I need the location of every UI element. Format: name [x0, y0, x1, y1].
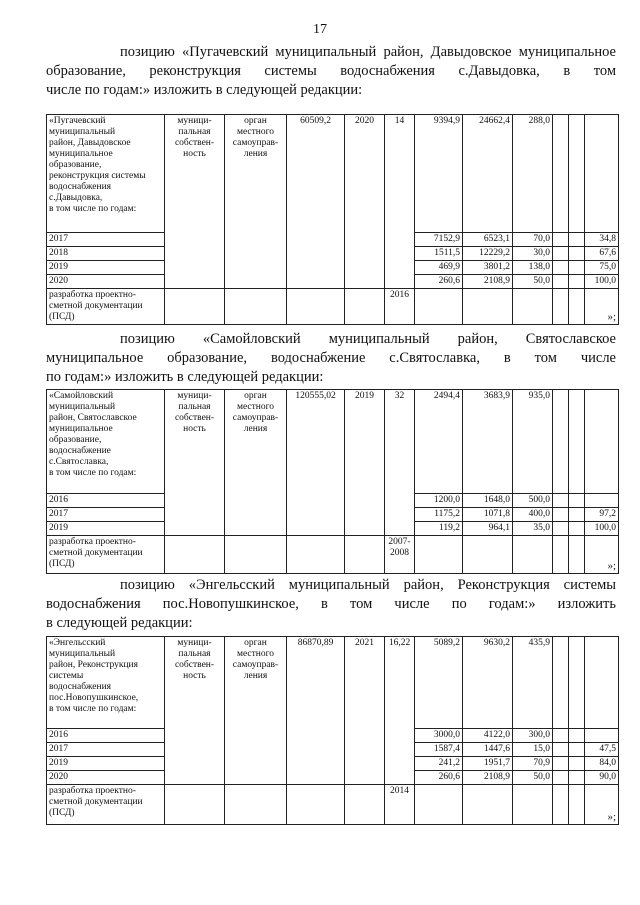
psd-year-line: 2014 [390, 786, 409, 796]
value-3: 288,0 [513, 115, 553, 233]
empty-cell [553, 508, 569, 522]
object-name [47, 115, 165, 233]
year-percent: 34,8 [585, 233, 619, 247]
section-intro [46, 43, 616, 100]
empty-cell [513, 536, 553, 574]
ownership-line: муници- [177, 638, 212, 648]
year-value-3: 35,0 [513, 522, 553, 536]
empty-cell [513, 289, 553, 325]
organ-line: самоуправ- [232, 413, 279, 423]
empty-cell [553, 261, 569, 275]
empty-cell [569, 115, 585, 233]
year-percent: 47,5 [585, 743, 619, 757]
value-3: 935,0 [513, 390, 553, 494]
intro-line: позицию «Самойловский муниципальный район, Святославское [120, 331, 616, 347]
empty-cell [569, 275, 585, 289]
value-2: 3683,9 [463, 390, 513, 494]
empty-cell [585, 115, 619, 233]
empty-cell [569, 757, 585, 771]
organ-line: ления [243, 424, 268, 434]
psd-year [385, 785, 415, 825]
capacity-value: 16,22 [385, 637, 415, 785]
psd-row [47, 536, 619, 574]
empty-cell [415, 289, 463, 325]
year-value-2: 1071,8 [463, 508, 513, 522]
empty-cell [165, 289, 225, 325]
year-value-2: 1648,0 [463, 494, 513, 508]
year-value-3: 138,0 [513, 261, 553, 275]
empty-cell [513, 785, 553, 825]
intro-line: позицию «Пугачевский муниципальный район, Давыдовское муниципальное [120, 44, 616, 60]
psd-label-line: (ПСД) [49, 808, 75, 818]
empty-cell [553, 757, 569, 771]
empty-cell [553, 729, 569, 743]
object-name-line: муниципальное [49, 149, 113, 159]
year-value-1: 241,2 [415, 757, 463, 771]
object-name-line: «Самойловский [49, 391, 114, 401]
empty-cell [165, 536, 225, 574]
object-name-line: район, Святославское [49, 413, 137, 423]
object-name-line: район, Давыдовское [49, 138, 131, 148]
completion-year: 2019 [345, 390, 385, 536]
year-value-1: 260,6 [415, 771, 463, 785]
empty-cell [569, 508, 585, 522]
organ-line: орган [244, 391, 267, 401]
object-name-line: с.Давыдовка, [49, 193, 103, 203]
object-name-line: муниципальный [49, 127, 116, 137]
table-row [47, 115, 619, 233]
ownership-line: собствен- [174, 413, 215, 423]
empty-cell [553, 743, 569, 757]
year-value-2: 3801,2 [463, 261, 513, 275]
empty-cell [415, 536, 463, 574]
intro-line: муниципальное образование, водоснабжение с.Святославка, в том числе [46, 350, 616, 366]
year-value-1: 260,6 [415, 275, 463, 289]
ownership-line: муници- [177, 391, 212, 401]
year-percent: 84,0 [585, 757, 619, 771]
year-label: 2019 [47, 261, 165, 275]
empty-cell [287, 289, 345, 325]
year-label: 2020 [47, 771, 165, 785]
organ-cell [225, 115, 287, 289]
organ-cell [225, 390, 287, 536]
page-number: 17 [313, 22, 327, 37]
year-value-1: 1587,4 [415, 743, 463, 757]
value-2: 9630,2 [463, 637, 513, 729]
year-percent: 90,0 [585, 771, 619, 785]
table-row [47, 637, 619, 729]
empty-cell [225, 289, 287, 325]
psd-row [47, 289, 619, 325]
year-value-1: 469,9 [415, 261, 463, 275]
psd-label-line: разработка проектно- [49, 290, 136, 300]
empty-cell [585, 390, 619, 494]
empty-cell [463, 289, 513, 325]
year-value-2: 1447,6 [463, 743, 513, 757]
empty-cell [345, 289, 385, 325]
year-value-2: 964,1 [463, 522, 513, 536]
year-value-1: 7152,9 [415, 233, 463, 247]
ownership-line: собствен- [174, 138, 215, 148]
ownership-cell [165, 390, 225, 536]
object-name-line: муниципальное [49, 424, 113, 434]
year-value-2: 12229,2 [463, 247, 513, 261]
object-name [47, 637, 165, 729]
value-2: 24662,4 [463, 115, 513, 233]
section-intro [46, 576, 616, 633]
ownership-cell [165, 115, 225, 289]
empty-cell [553, 771, 569, 785]
ownership-cell [165, 637, 225, 785]
year-value-2: 2108,9 [463, 771, 513, 785]
empty-cell [553, 115, 569, 233]
organ-line: местного [236, 402, 275, 412]
object-name-line: образование, [49, 160, 102, 170]
object-name-line: с.Святославка, [49, 457, 109, 467]
empty-cell [463, 536, 513, 574]
completion-year: 2020 [345, 115, 385, 289]
closing-cell [585, 536, 619, 574]
object-name-line: «Пугачевский [49, 116, 106, 126]
closing-quote: »; [607, 811, 616, 823]
psd-row [47, 785, 619, 825]
year-label: 2016 [47, 494, 165, 508]
ownership-line: пальная [178, 649, 211, 659]
value-1: 2494,4 [415, 390, 463, 494]
empty-cell [553, 233, 569, 247]
empty-cell [569, 637, 585, 729]
closing-quote: »; [607, 560, 616, 572]
psd-label-line: сметной документации [49, 301, 143, 311]
organ-line: орган [244, 638, 267, 648]
year-value-3: 500,0 [513, 494, 553, 508]
value-1: 5089,2 [415, 637, 463, 729]
intro-line: позицию «Энгельсский муниципальный район, Реконструкция системы [120, 577, 616, 593]
organ-cell [225, 637, 287, 785]
psd-year [385, 536, 415, 574]
year-value-3: 70,0 [513, 233, 553, 247]
object-name-line: в том числе по годам: [49, 468, 137, 478]
empty-cell [569, 390, 585, 494]
psd-label [47, 289, 165, 325]
capacity-value: 14 [385, 115, 415, 289]
empty-cell [569, 494, 585, 508]
position-table [46, 114, 619, 325]
year-value-2: 6523,1 [463, 233, 513, 247]
intro-line: числе по годам:» изложить в следующей редакции: [46, 82, 363, 98]
object-name-line: водоснабжения [49, 682, 112, 692]
object-name-line: образование, [49, 435, 102, 445]
psd-label-line: разработка проектно- [49, 786, 136, 796]
year-value-3: 50,0 [513, 275, 553, 289]
empty-cell [553, 785, 569, 825]
ownership-line: пальная [178, 402, 211, 412]
year-value-3: 400,0 [513, 508, 553, 522]
year-value-1: 1175,2 [415, 508, 463, 522]
organ-line: орган [244, 116, 267, 126]
year-value-3: 70,9 [513, 757, 553, 771]
empty-cell [553, 275, 569, 289]
psd-label-line: сметной документации [49, 548, 143, 558]
object-name-line: водоснабжения [49, 182, 112, 192]
year-percent: 100,0 [585, 522, 619, 536]
year-percent: 75,0 [585, 261, 619, 275]
year-value-3: 50,0 [513, 771, 553, 785]
empty-cell [569, 785, 585, 825]
psd-year-line: 2008 [390, 548, 409, 558]
empty-cell [569, 522, 585, 536]
empty-cell [415, 785, 463, 825]
ownership-line: ность [183, 424, 206, 434]
empty-cell [553, 494, 569, 508]
year-percent: 67,6 [585, 247, 619, 261]
organ-line: самоуправ- [232, 138, 279, 148]
year-label: 2017 [47, 743, 165, 757]
year-value-2: 1951,7 [463, 757, 513, 771]
organ-line: ления [243, 671, 268, 681]
total-cost: 120555,02 [287, 390, 345, 536]
psd-year-line: 2016 [390, 290, 409, 300]
empty-cell [553, 637, 569, 729]
capacity-value: 32 [385, 390, 415, 536]
object-name-line: муниципальный [49, 402, 116, 412]
empty-cell [463, 785, 513, 825]
year-percent: 97,2 [585, 508, 619, 522]
object-name-line: водоснабжение [49, 446, 111, 456]
empty-cell [569, 743, 585, 757]
total-cost: 60509,2 [287, 115, 345, 289]
psd-label [47, 536, 165, 574]
empty-cell [165, 785, 225, 825]
empty-cell [553, 390, 569, 494]
value-1: 9394,9 [415, 115, 463, 233]
object-name-line: муниципальный [49, 649, 116, 659]
psd-year [385, 289, 415, 325]
empty-cell [287, 536, 345, 574]
object-name-line: «Энгельсский [49, 638, 106, 648]
closing-quote: »; [607, 311, 616, 323]
intro-line: в следующей редакции: [46, 615, 193, 631]
table-row [47, 390, 619, 494]
closing-cell [585, 289, 619, 325]
empty-cell [553, 247, 569, 261]
year-value-1: 119,2 [415, 522, 463, 536]
year-label: 2019 [47, 757, 165, 771]
empty-cell [569, 247, 585, 261]
year-value-3: 15,0 [513, 743, 553, 757]
empty-cell [345, 536, 385, 574]
object-name-line: пос.Новопушкинское, [49, 693, 139, 703]
empty-cell [225, 785, 287, 825]
year-percent: 100,0 [585, 275, 619, 289]
value-3: 435,9 [513, 637, 553, 729]
organ-line: самоуправ- [232, 660, 279, 670]
ownership-line: ность [183, 671, 206, 681]
psd-label [47, 785, 165, 825]
year-value-3: 300,0 [513, 729, 553, 743]
year-value-1: 1200,0 [415, 494, 463, 508]
organ-line: ления [243, 149, 268, 159]
year-label: 2016 [47, 729, 165, 743]
year-label: 2017 [47, 508, 165, 522]
year-value-2: 4122,0 [463, 729, 513, 743]
position-table [46, 389, 619, 574]
psd-year-line: 2007- [388, 537, 411, 547]
psd-label-line: (ПСД) [49, 312, 75, 322]
year-value-1: 3000,0 [415, 729, 463, 743]
year-label: 2020 [47, 275, 165, 289]
empty-cell [553, 522, 569, 536]
psd-label-line: сметной документации [49, 797, 143, 807]
section-intro [46, 330, 616, 387]
object-name-line: в том числе по годам: [49, 204, 137, 214]
completion-year: 2021 [345, 637, 385, 785]
intro-line: водоснабжения пос.Новопушкинское, в том числе по годам:» изложить [46, 596, 616, 612]
intro-line: образование, реконструкция системы водоснабжения с.Давыдовка, в том [46, 63, 616, 79]
year-value-1: 1511,5 [415, 247, 463, 261]
year-label: 2019 [47, 522, 165, 536]
object-name-line: в том числе по годам: [49, 704, 137, 714]
psd-label-line: (ПСД) [49, 559, 75, 569]
year-label: 2018 [47, 247, 165, 261]
empty-cell [553, 289, 569, 325]
object-name-line: район, Реконструкция [49, 660, 138, 670]
ownership-line: собствен- [174, 660, 215, 670]
empty-cell [287, 785, 345, 825]
object-name-line: реконструкция системы [49, 171, 146, 181]
empty-cell [569, 289, 585, 325]
year-percent [585, 729, 619, 743]
organ-line: местного [236, 127, 275, 137]
ownership-line: муници- [177, 116, 212, 126]
year-value-3: 30,0 [513, 247, 553, 261]
closing-cell [585, 785, 619, 825]
empty-cell [345, 785, 385, 825]
empty-cell [225, 536, 287, 574]
position-table [46, 636, 619, 825]
year-percent [585, 494, 619, 508]
empty-cell [569, 261, 585, 275]
ownership-line: пальная [178, 127, 211, 137]
object-name [47, 390, 165, 494]
empty-cell [569, 729, 585, 743]
organ-line: местного [236, 649, 275, 659]
object-name-line: системы [49, 671, 84, 681]
empty-cell [569, 536, 585, 574]
psd-label-line: разработка проектно- [49, 537, 136, 547]
empty-cell [585, 637, 619, 729]
ownership-line: ность [183, 149, 206, 159]
empty-cell [569, 771, 585, 785]
year-label: 2017 [47, 233, 165, 247]
year-value-2: 2108,9 [463, 275, 513, 289]
intro-line: по годам:» изложить в следующей редакции: [46, 369, 324, 385]
total-cost: 86870,89 [287, 637, 345, 785]
empty-cell [553, 536, 569, 574]
empty-cell [569, 233, 585, 247]
